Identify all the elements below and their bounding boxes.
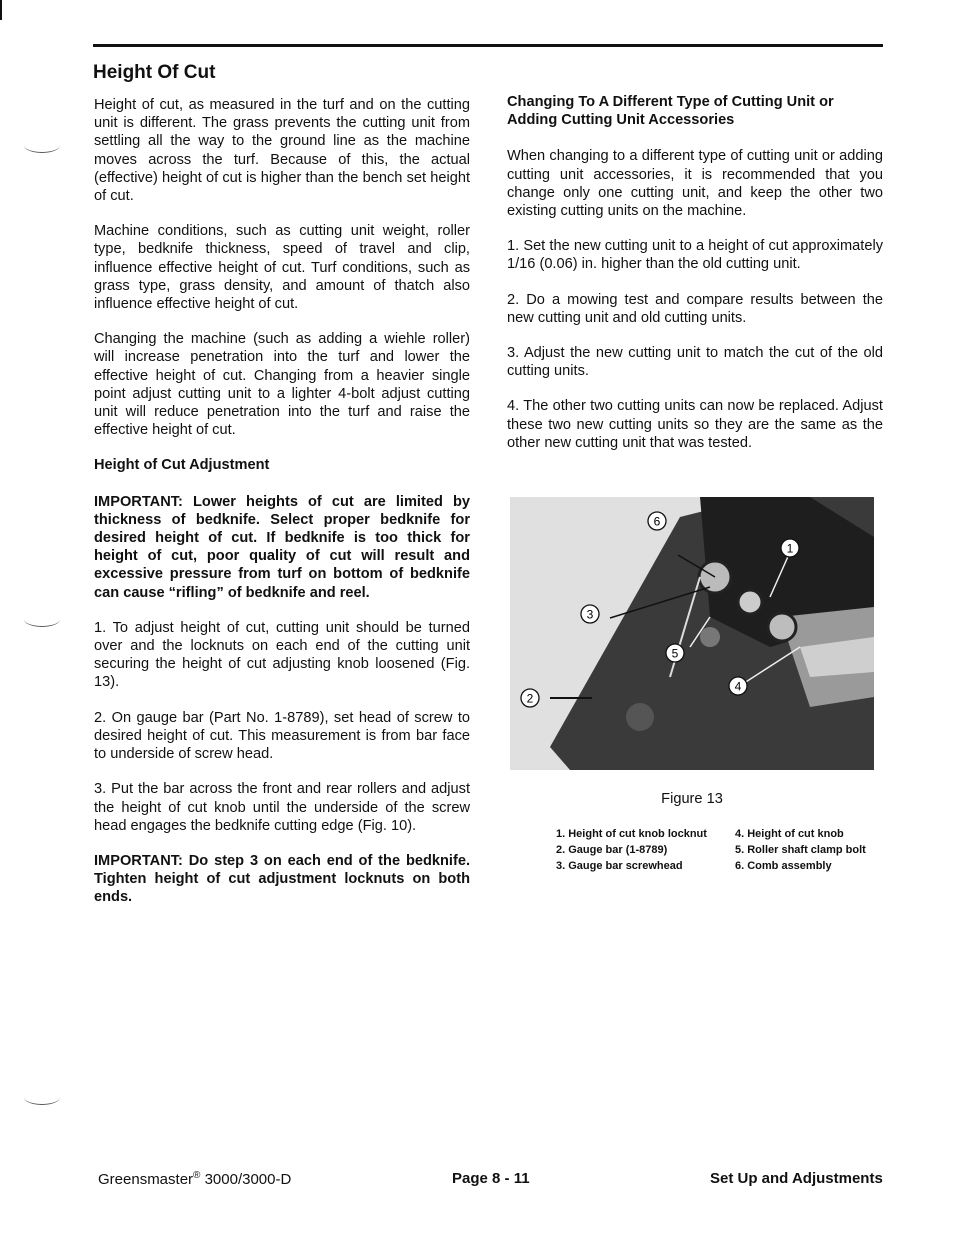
step: 3. Adjust the new cutting unit to match the cut of the old cutting units. (507, 345, 883, 380)
paragraph: Machine conditions, such as cutting unit weight, roller type, bedknife thickness, speed of travel and clip, influence effective height of cut. Turf conditions, such as grass type, grass density, and amount of thatch also influence effective height of cut. (94, 223, 470, 313)
step: 2. Do a mowing test and compare results between the new cutting unit and old cutting units. (507, 291, 883, 326)
footer-section: Set Up and Adjustments (710, 1170, 883, 1187)
figure-caption: Figure 13 (661, 791, 723, 807)
binder-hole-mark (24, 1090, 60, 1105)
header-rule (93, 44, 883, 47)
callout-label: 1 (786, 541, 794, 556)
legend-item: 3. Gauge bar screwhead (556, 860, 683, 872)
figure-legend-col1 (556, 826, 707, 874)
callout-6 (648, 512, 666, 530)
legend-item: 5. Roller shaft clamp bolt (735, 844, 866, 856)
left-column (94, 96, 470, 924)
figure-13-photo (510, 497, 874, 770)
registered-mark: ® (193, 1170, 201, 1181)
step: 3. Put the bar across the front and rear rollers and adjust the height of cut knob until the underside of the screw head engages the bedknife cutting edge (Fig. 10). (94, 781, 470, 834)
callout-label: 2 (526, 691, 534, 706)
footer-product (98, 1170, 291, 1188)
callout-label: 5 (671, 646, 679, 661)
step: 4. The other two cutting units can now be replaced. Adjust these two new cutting units so they are the same as the other new cutting unit that was tested. (507, 398, 883, 451)
legend-item: 2. Gauge bar (1-8789) (556, 844, 668, 856)
important-note: IMPORTANT: Do step 3 on each end of the bedknife. Tighten height of cut adjustment locknuts on both ends. (94, 852, 470, 906)
step: 1. To adjust height of cut, cutting unit should be turned over and the locknuts on each end of the cutting unit securing the height of cut adjusting knob loosened (Fig. 13). (94, 619, 470, 691)
step: 2. On gauge bar (Part No. 1-8789), set head of screw to desired height of cut. This measurement is from bar face to underside of screw head. (94, 709, 470, 763)
product-name: Greensmaster (98, 1171, 194, 1188)
legend-item: 6. Comb assembly (735, 860, 832, 872)
legend-item: 4. Height of cut knob (735, 828, 844, 840)
product-model: 3000/3000-D (200, 1171, 292, 1188)
subsection-heading: Changing To A Different Type of Cutting Unit or Adding Cutting Unit Accessories (507, 94, 834, 129)
important-note: IMPORTANT: Lower heights of cut are limited by thickness of bedknife. Select proper bedknife for desired height of cut. If bedknife is too thick for height of cut, poor quality of cut will result and excessive pressure from turf on bottom of bedknife can cause “rifling” of bedknife and reel. (94, 493, 470, 601)
section-title: Height Of Cut (93, 62, 216, 83)
figure-legend-col2 (735, 826, 866, 874)
callout-5 (666, 644, 684, 662)
callout-label: 3 (586, 607, 594, 622)
page-number: Page 8 - 11 (452, 1170, 530, 1187)
callout-4 (729, 677, 747, 695)
page-edge-mark (0, 0, 2, 20)
legend-item: 1. Height of cut knob locknut (556, 828, 707, 840)
binder-hole-mark (24, 612, 60, 627)
paragraph: When changing to a different type of cutting unit or adding cutting unit accessories, it is recommended that you change only one cutting unit, and keep the other two existing cutting units on the machine. (507, 148, 883, 220)
paragraph: Changing the machine (such as adding a wiehle roller) will increase penetration into the turf and lower the effective height of cut. Changing from a heavier single point adjust cutting unit to a lighter 4-bolt adjust cutting unit will reduce penetration into the turf and raise the effective height of cut. (94, 331, 470, 439)
callout-1 (781, 539, 799, 557)
paragraph: Height of cut, as measured in the turf and on the cutting unit is different. The grass prevents the cutting unit from settling all the way to the ground line as the machine moves across the turf. Because of this, the actual (effective) height of cut is higher than the bench set height of cut. (94, 97, 470, 205)
binder-hole-mark (24, 138, 60, 153)
callout-2 (521, 689, 539, 707)
subsection-heading: Height of Cut Adjustment (94, 457, 270, 474)
callout-label: 4 (734, 679, 742, 694)
right-column (507, 93, 883, 469)
callout-3 (581, 605, 599, 623)
callout-label: 6 (653, 514, 661, 529)
step: 1. Set the new cutting unit to a height of cut approximately 1/16 (0.06) in. higher than the old cutting unit. (507, 238, 883, 273)
